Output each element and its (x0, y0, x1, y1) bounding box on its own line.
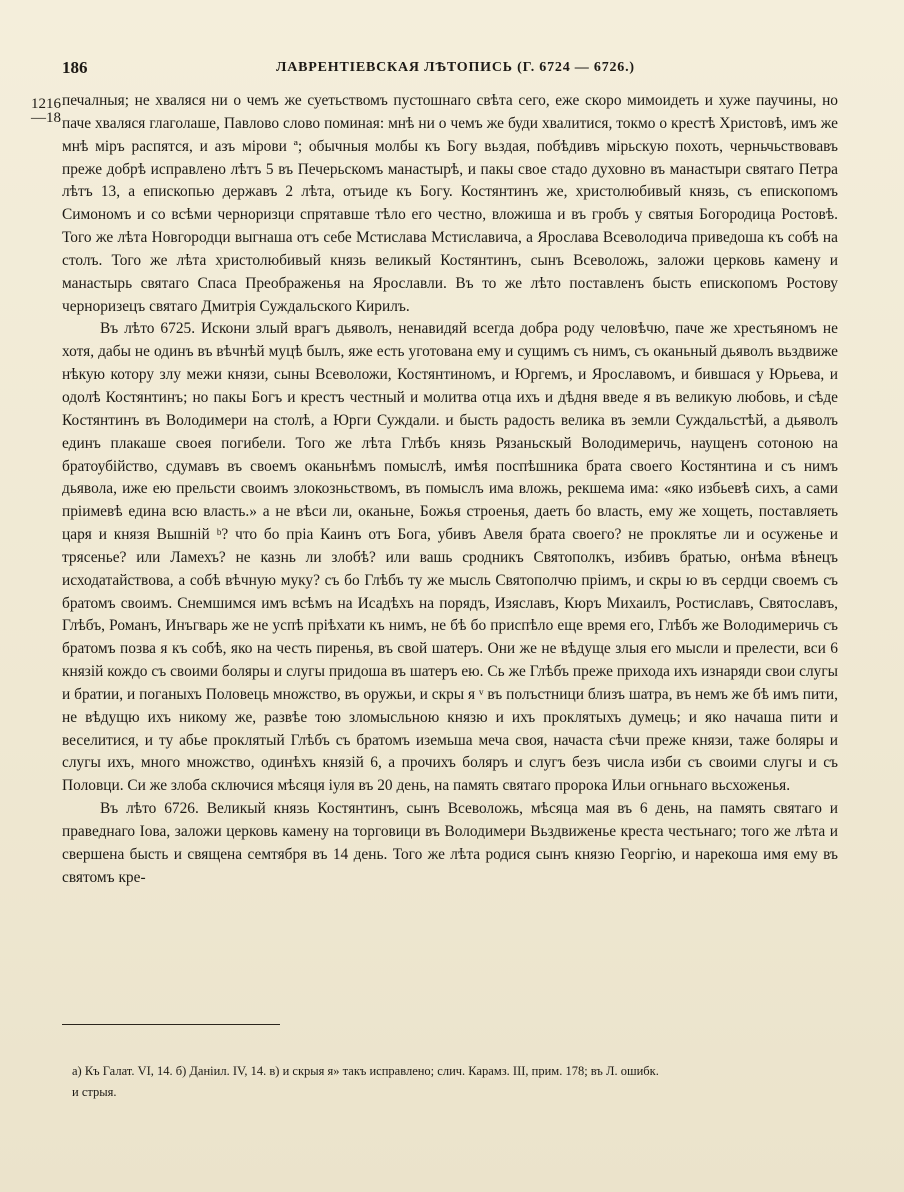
page-header (62, 58, 842, 82)
page-number: 186 (62, 58, 88, 77)
paragraph-continuation: печалныя; не хваляся ни о чемъ же суетьствомъ пустошнаго свѣта сего, еже скоро мимоидеть и хуже паучины, но паче хваляся глаголаше, Павлово слово поминая: мнѣ ни о чемъ же буди хвалитися, токмо о крестѣ Христовѣ, имъ же мнѣ міръ распятся, и азъ мірови ª; обычныя молбы къ Богу вьздая, побѣдивъ мірьскую похоть, черньчьствовавъ преже добрѣ исправлено лѣтъ 5 въ Печерьскомъ манастырѣ, и пакы свое стадо духовно въ манастыри святаго Петра лѣтъ 13, а епископью державъ 2 лѣта, отъиде къ Богу. Костянтинъ же, христолюбивый князь, съ епископомъ Симономъ и со всѣми черноризци спрятавше тѣло его честно, вложиша и въ гробъ у святыя Богородица Ростовѣ. Того же лѣта Новгородци выгнаша отъ себе Мстислава Мстиславича, а Ярослава Всеволодича приведоша къ собѣ на столъ. Того же лѣта христолюбивый князь великый Костянтинъ, сынъ Всеволожь, заложи церковь камену и манастырь святаго Спаса Преображенья на Ярославли. Въ то же лѣто поставленъ бысть епископомъ Ростову черноризецъ святаго Дмитрія Суждальского Кирилъ. (62, 92, 838, 315)
footnotes (72, 1061, 842, 1103)
running-title: ЛАВРЕНТІЕВСКАЯ ЛѢТОПИСЬ (Г. 6724 — 6726.) (276, 60, 635, 75)
paragraph-year-6725: Въ лѣто 6725. Искони злый врагъ дьяволъ, ненавидяй всегда добра роду человѣчю, паче же хрестьяномъ не хотя, дабы не одинъ въ вѣчнѣй муцѣ былъ, яже есть уготована ему и сущимъ съ нимъ, съ оканьный дьяволъ вьздвиже нѣкую котору злу межи князи, сыны Всеволожи, Костянтиномъ, и Юргемъ, и Ярославомъ, и бившася у Юрьева, и одолѣ Костянтинъ; но пакы Богъ и крестъ честный и молитва отца ихъ и дѣдня введе я въ великую любовь, и сѣде Костянтинъ въ Володимери на столѣ, а Юрги Суждали. и бысть радость велика въ земли Суждальстѣй, а дьяволъ единъ плакаше своея погибели. Того же лѣта Глѣбъ князь Рязаньскый Володимеричь, наущенъ сотоною на братоубійство, сдумавъ въ своемъ оканьнѣмъ помыслѣ, имѣя поспѣшника брата своего Костянтина и съ нимъ дьявола, иже ею прельсти своимъ злокозньствомъ, въ помыслъ има вложь, рекшема има: «яко избьевѣ сихъ, а сами пріимевѣ едина всю власть.» а не вѣси ли, оканьне, Божья строенья, даеть бо власть, ему же хощеть, поставляеть царя и князя Вышній ᵇ? что бо пріа Каинъ отъ Бога, убивъ Авеля брата своего? не проклятье ли и осуженье и трясенье? или Ламехъ? не казнь ли злобѣ? или вашь сродникъ Святополкъ, избивъ братью, онѣма вѣнецъ исходатайствова, а собѣ вѣчную муку? съ бо Глѣбъ ту же мысль Святополчю пріимъ, и скры ю въ сердци своемъ съ братомъ своимъ. Снемшимся имъ всѣмъ на Исадѣхъ на порядъ, Изяславъ, Кюръ Михаилъ, Ростиславъ, Святославъ, Глѣбъ, Романъ, Инъгварь же не успѣ пріѣхати къ нимъ, не бѣ бо приспѣло еще время его, Глѣбъ же Володимеричь съ братомъ позва я къ собѣ, яко на честь пиренья, въ свой шатеръ. Они же не вѣдуще злыя его мысли и прелести, вси 6 князій кождо съ своими боляры и слугы придоша въ шатеръ ею. Сь же Глѣбъ преже прихода ихъ изнаряди свои слугы и братии, и поганыхъ Половець множство, въ оружьи, и скры я ᵛ въ полъстници близъ шатра, въ немъ же бѣ имъ пити, не вѣдущю ихъ никому же, развѣе тою зломысльною князю и ихъ проклятыхъ думець; и яко начаша пити и веселитися, и ту абье проклятый Глѣбъ съ братомъ иземьша меча своя, начаста сѣчи преже князи, таже боляры и слугы ихъ, много множство, одинѣхъ князій 6, а прочихъ боляръ и слугъ безъ числа изби съ своими слугы и съ Половци. Си же злоба сключися мѣсяця іуля въ 20 день, на память святаго пророка Ильи огньнаго вьсхоженья. (62, 320, 838, 795)
footnote-line: а) Къ Галат. VI, 14. б) Даніил. IV, 14. в) и скрыя я» такъ исправлено; слич. Карамз. III, прим. 178; въ Л. ошибк. (72, 1064, 659, 1078)
margin-year-end: —18 (31, 110, 61, 126)
footnote-divider (62, 1024, 280, 1025)
chronicle-text (62, 90, 838, 890)
margin-year-start: 1216 (31, 96, 61, 112)
footnote-line: и стрыя. (72, 1085, 117, 1099)
paragraph-year-6726: Въ лѣто 6726. Великый князь Костянтинъ, сынъ Всеволожь, мѣсяца мая въ 6 день, на память святаго и праведнаго Іова, заложи церковь камену на торговици въ Володимери Вьздвиженье креста честьнаго; того же лѣта и свершена бысть и священа семтября въ 14 день. Того же лѣта родися сынъ князю Георгію, и нарекоша имя ему въ святомъ кре- (62, 800, 838, 886)
